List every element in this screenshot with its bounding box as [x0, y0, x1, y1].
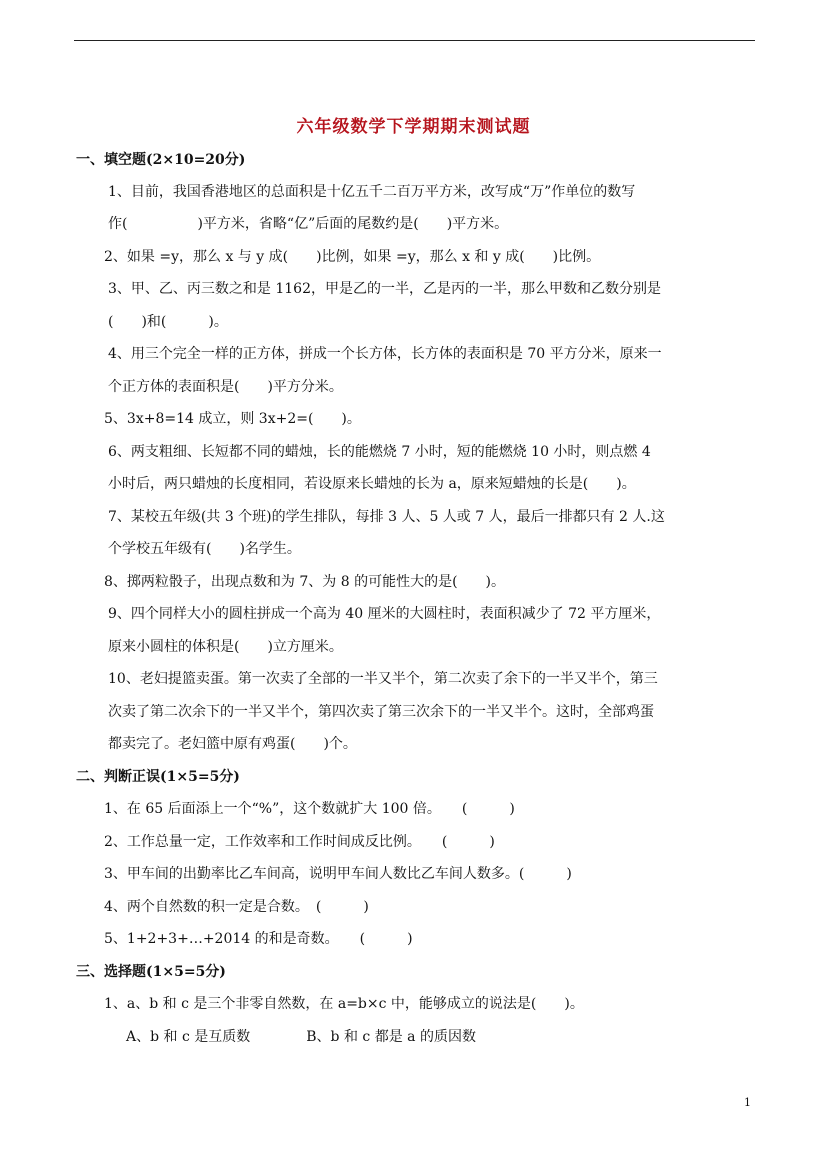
question-line: 1、目前，我国香港地区的总面积是十亿五千二百万平方米，改写成“万”作单位的数写 [108, 184, 636, 200]
question-line: ( )和( )。 [108, 314, 228, 330]
question-line: 1、在 65 后面添上一个“%”，这个数就扩大 100 倍。 ( ) [104, 801, 515, 817]
question-line: 4、两个自然数的积一定是合数。 ( ) [104, 899, 369, 915]
page-number: 1 [744, 1096, 751, 1109]
header-rule [74, 40, 755, 41]
question-line: 作( )平方米，省略“亿”后面的尾数约是( )平方米。 [108, 216, 509, 232]
question-line: 3、甲、乙、丙三数之和是 1162，甲是乙的一半，乙是丙的一半，那么甲数和乙数分别是 [108, 281, 661, 297]
question-line: 次卖了第二次余下的一半又半个，第四次卖了第三次余下的一半又半个。这时，全部鸡蛋 [108, 704, 654, 720]
section-heading-multiple-choice: 三、选择题(1×5=5分) [76, 964, 226, 980]
question-line: 6、两支粗细、长短都不同的蜡烛，长的能燃烧 7 小时，短的能燃烧 10 小时，则点燃 4 [108, 444, 651, 460]
question-line: 5、1+2+3+…+2014 的和是奇数。 ( ) [104, 931, 413, 947]
question-line: 都卖完了。老妇篮中原有鸡蛋( )个。 [108, 736, 357, 752]
question-line: 个正方体的表面积是( )平方分米。 [108, 379, 343, 395]
question-line: 2、工作总量一定，工作效率和工作时间成反比例。 ( ) [104, 834, 495, 850]
section-heading-true-false: 二、判断正误(1×5=5分) [76, 769, 240, 785]
question-line: 7、某校五年级(共 3 个班)的学生排队，每排 3 人、5 人或 7 人，最后一排都只有 2 人.这 [108, 509, 665, 525]
question-line: 8、掷两粒骰子，出现点数和为 7、为 8 的可能性大的是( )。 [104, 574, 505, 590]
question-line: 5、3x+8=14 成立，则 3x+2=( )。 [104, 411, 361, 427]
question-line: 原来小圆柱的体积是( )立方厘米。 [108, 639, 343, 655]
page-title: 六年级数学下学期期末测试题 [296, 117, 531, 137]
section-heading-fill-blank: 一、填空题(2×10=20分) [76, 152, 246, 168]
question-line: 4、用三个完全一样的正方体，拼成一个长方体，长方体的表面积是 70 平方分米，原来一 [108, 346, 662, 362]
question-line: 9、四个同样大小的圆柱拼成一个高为 40 厘米的大圆柱时，表面积减少了 72 平方厘米， [108, 606, 661, 622]
question-line: 小时后，两只蜡烛的长度相同，若设原来长蜡烛的长为 a，原来短蜡烛的长是( )。 [108, 476, 636, 492]
question-line: 2、如果 =y，那么 x 与 y 成( )比例，如果 =y，那么 x 和 y 成( )比例。 [104, 249, 601, 265]
question-line: 3、甲车间的出勤率比乙车间高，说明甲车间人数比乙车间人数多。( ) [104, 866, 572, 882]
question-line: 1、a、b 和 c 是三个非零自然数，在 a=b×c 中，能够成立的说法是( )。 [104, 996, 584, 1012]
question-line: 个学校五年级有( )名学生。 [108, 541, 301, 557]
question-line: 10、老妇提篮卖蛋。第一次卖了全部的一半又半个，第二次卖了余下的一半又半个，第三 [108, 671, 658, 687]
choice-options: A、b 和 c 是互质数 B、b 和 c 都是 a 的质因数 [126, 1029, 476, 1045]
